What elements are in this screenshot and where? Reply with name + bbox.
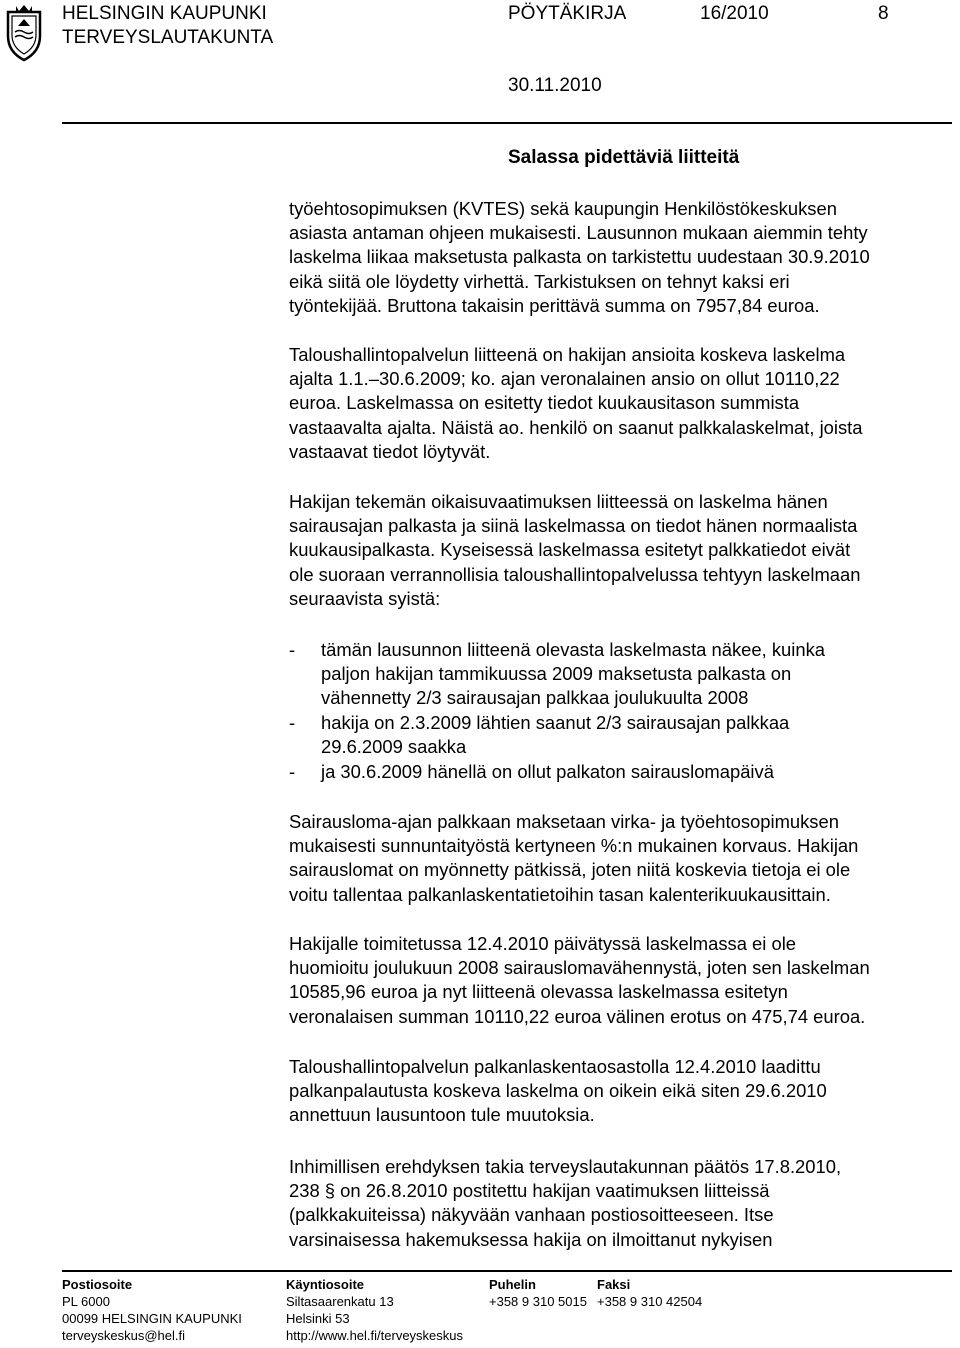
- org-board: TERVEYSLAUTAKUNTA: [62, 27, 274, 48]
- footer-value: Siltasaarenkatu 13: [286, 1294, 394, 1309]
- header-rule: [62, 122, 952, 124]
- footer-fax: [597, 1276, 702, 1310]
- text-line: seuraavista syistä:: [289, 587, 441, 609]
- text-line: vähennetty 2/3 sairausajan palkkaa joulukuulta 2008: [321, 687, 749, 709]
- footer-label: Postiosoite: [62, 1277, 133, 1292]
- text-line: palkanpalautusta koskeva laskelma on oikein eikä siten 29.6.2010: [289, 1080, 827, 1102]
- text-line: työehtosopimuksen (KVTES) sekä kaupungin Henkilöstökeskuksen: [289, 198, 837, 219]
- doc-type: PÖYTÄKIRJA: [508, 3, 627, 24]
- text-line: sairauslomat on myönnetty pätkissä, joten niitä koskevia tietoja ei ole: [289, 859, 851, 881]
- footer-label: Puhelin: [489, 1277, 536, 1292]
- text-line: annettuun lausuntoon tule muutoksia.: [289, 1104, 595, 1126]
- text-line: laskelma liikaa maksetusta palkasta on tarkistettu uudestaan 30.9.2010: [289, 246, 870, 268]
- footer-value: 00099 HELSINGIN KAUPUNKI: [62, 1311, 242, 1326]
- org-name: HELSINGIN KAUPUNKI: [62, 3, 267, 24]
- footer-email: terveyskeskus@hel.fi: [62, 1328, 186, 1343]
- text-line: huomioitu joulukuun 2008 sairauslomavähennystä, joten sen laskelman: [289, 957, 870, 979]
- footer-phone: [489, 1276, 587, 1310]
- text-line: Sairausloma-ajan palkkaan maksetaan virka- ja työehtosopimuksen: [289, 811, 839, 832]
- footer-rule: [62, 1270, 952, 1272]
- text-line: sairausajan palkasta ja siinä laskelmassa on tiedot hänen normaalista: [289, 515, 858, 537]
- text-line: 29.6.2009 saakka: [321, 736, 467, 758]
- text-line: tämän lausunnon liitteenä olevasta laskelmasta näkee, kuinka: [321, 639, 826, 660]
- paragraph-3: [289, 490, 959, 611]
- page-number: 8: [878, 3, 889, 24]
- text-line: 10585,96 euroa ja nyt liitteenä olevassa laskelmassa esitetyn: [289, 981, 788, 1003]
- text-line: paljon hakijan tammikuussa 2009 maksetusta palkasta on: [321, 663, 792, 685]
- footer-value: Helsinki 53: [286, 1311, 350, 1326]
- list-dash: -: [289, 761, 296, 782]
- text-line: Taloushallintopalvelun palkanlaskentaosastolla 12.4.2010 laadittu: [289, 1056, 821, 1077]
- paragraph-1: [289, 197, 959, 318]
- list-dash: -: [289, 712, 296, 733]
- text-line: voitu tallentaa palkanlaskentatietoihin tasan kalenterikuukausittain.: [289, 883, 831, 905]
- text-line: 238 § on 26.8.2010 postitettu hakijan vaatimuksen liitteissä: [289, 1180, 770, 1202]
- footer-label: Käyntiosoite: [286, 1277, 365, 1292]
- text-line: vastaavalta ajalta. Näistä ao. henkilö on saanut palkkalaskelmat, joista: [289, 416, 863, 438]
- text-line: Hakijan tekemän oikaisuvaatimuksen liitteessä on laskelma hänen: [289, 491, 828, 512]
- text-line: ja 30.6.2009 hänellä on ollut palkaton sairauslomapäivä: [321, 761, 774, 782]
- text-line: euroa. Laskelmassa on esitetty tiedot kuukausitason summista: [289, 392, 800, 414]
- text-line: veronalaisen summan 10110,22 euroa välinen erotus on 475,74 euroa.: [289, 1005, 866, 1027]
- text-line: työntekijää. Bruttona takaisin perittävä summa on 7957,84 euroa.: [289, 294, 820, 316]
- paragraph-5: [289, 932, 959, 1029]
- text-line: Inhimillisen erehdyksen takia terveyslautakunnan päätös 17.8.2010,: [289, 1156, 842, 1177]
- text-line: hakija on 2.3.2009 lähtien saanut 2/3 sairausajan palkkaa: [321, 712, 790, 733]
- footer-postal-address: [62, 1276, 242, 1344]
- text-line: ajalta 1.1.–30.6.2009; ko. ajan veronalainen ansio on ollut 10110,22: [289, 368, 840, 390]
- meeting-date: 30.11.2010: [508, 75, 602, 96]
- paragraph-4: [289, 810, 959, 907]
- paragraph-7: [289, 1155, 959, 1252]
- text-line: Taloushallintopalvelun liitteenä on hakijan ansioita koskeva laskelma: [289, 344, 846, 365]
- list-dash: -: [289, 639, 296, 660]
- text-line: Hakijalle toimitetussa 12.4.2010 päivätyssä laskelmassa ei ole: [289, 933, 797, 954]
- footer-value: +358 9 310 42504: [597, 1294, 703, 1309]
- text-line: eikä siitä ole löydetty virhettä. Tarkistuksen on tehnyt kaksi eri: [289, 270, 790, 292]
- doc-number: 16/2010: [700, 3, 769, 24]
- footer-value: PL 6000: [62, 1294, 110, 1309]
- footer-visiting-address: [286, 1276, 463, 1344]
- text-line: vastaavat tiedot löytyvät.: [289, 440, 491, 462]
- text-line: ole suoraan verrannollisia taloushallintopalvelussa tehtyyn laskelmaan: [289, 563, 861, 585]
- paragraph-6: [289, 1055, 959, 1128]
- text-line: (palkkakuiteissa) näkyvään vanhaan postiosoitteeseen. Itse: [289, 1204, 774, 1226]
- text-line: asiasta antaman ohjeen mukaisesti. Lausunnon mukaan aiemmin tehty: [289, 222, 868, 244]
- helsinki-crest-logo: [4, 2, 44, 62]
- footer-value: +358 9 310 5015: [489, 1294, 587, 1309]
- footer-website: http://www.hel.fi/terveyskeskus: [286, 1328, 464, 1343]
- section-title: Salassa pidettäviä liitteitä: [508, 147, 740, 168]
- text-line: varsinaisessa hakemuksessa hakija on ilmoittanut nykyisen: [289, 1228, 773, 1250]
- paragraph-2: [289, 343, 959, 464]
- footer-label: Faksi: [597, 1277, 631, 1292]
- text-line: mukaisesti sunnuntaityöstä kertyneen %:n mukainen korvaus. Hakijan: [289, 835, 859, 857]
- text-line: kuukausipalkasta. Kyseisessä laskelmassa esitetyt palkkatiedot eivät: [289, 539, 851, 561]
